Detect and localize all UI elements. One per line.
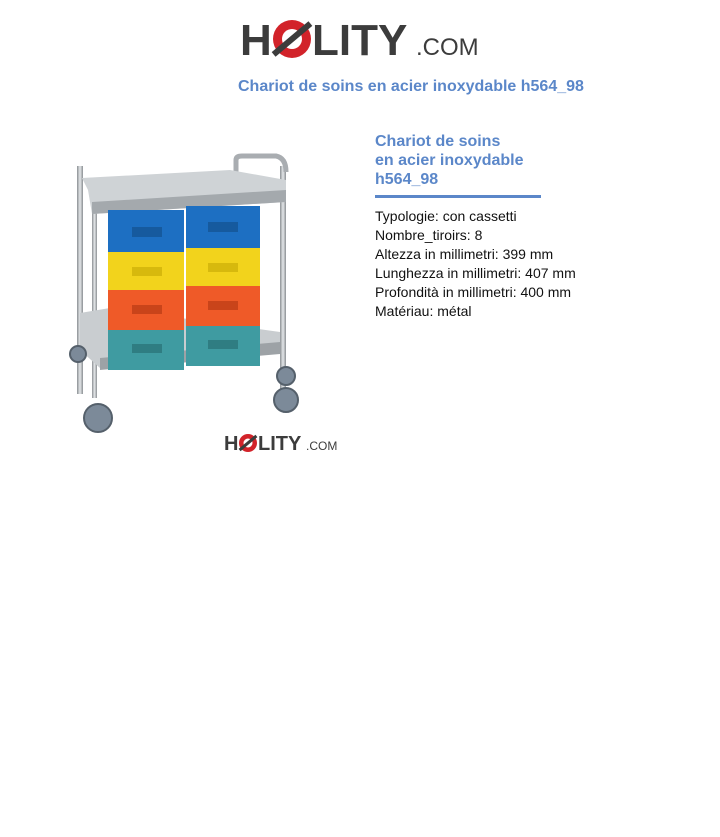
spec-drawer-count: Nombre_tiroirs: 8 [375, 227, 483, 243]
spec-length: Lunghezza in millimetri: 407 mm [375, 265, 576, 281]
watermark-letters-lity: LITY [258, 433, 302, 455]
logo-dotcom: .COM [416, 34, 479, 61]
watermark-letter-h: H [224, 433, 239, 455]
drawer-orange-right [186, 286, 260, 326]
product-title-line: h564_98 [375, 171, 439, 188]
spec-material: Matériau: métal [375, 303, 472, 319]
spec-height: Altezza in millimetri: 399 mm [375, 246, 554, 262]
drawer-blue-left [108, 210, 184, 252]
page-title: Chariot de soins en acier inoxydable h564_98 [238, 78, 584, 95]
logo-letter-h: H [240, 16, 272, 64]
product-image [40, 118, 360, 478]
drawer-teal-right [186, 326, 260, 366]
watermark-dotcom: .COM [306, 439, 338, 453]
drawer-teal-left [108, 330, 184, 370]
drawer-blue-right [186, 206, 260, 248]
holity-logo[interactable] [240, 12, 490, 64]
product-title [375, 132, 675, 189]
logo-letters-lity: LITY [312, 16, 408, 64]
logo-o-icon [272, 20, 313, 58]
spec-depth: Profondità in millimetri: 400 mm [375, 284, 572, 300]
drawer-yellow-left [108, 252, 184, 290]
product-title-line: en acier inoxydable [375, 152, 524, 169]
drawer-orange-left [108, 290, 184, 330]
product-info [375, 132, 675, 321]
drawer-yellow-right [186, 248, 260, 286]
title-underline [375, 195, 541, 198]
product-title-line: Chariot de soins [375, 133, 501, 150]
image-watermark-logo [224, 433, 337, 455]
spec-typology: Typologie: con cassetti [375, 208, 517, 224]
